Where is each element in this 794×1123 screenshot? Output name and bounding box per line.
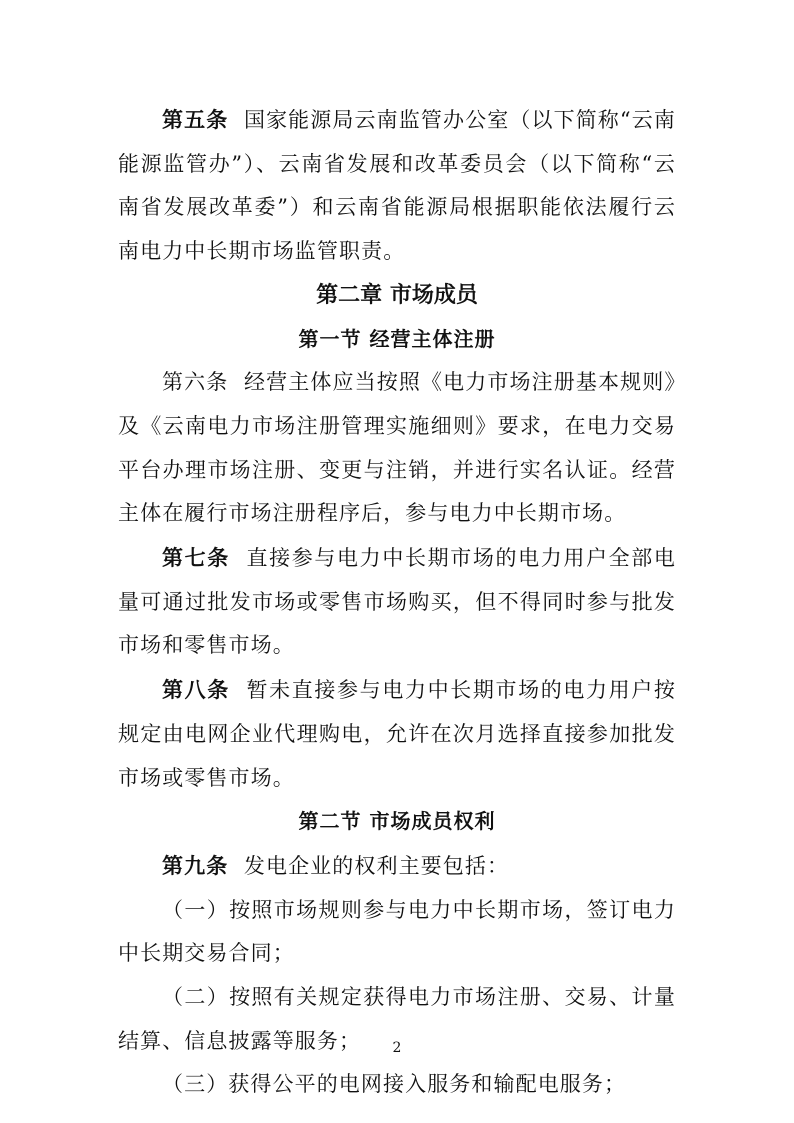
article-5 bbox=[118, 98, 676, 274]
section-1-title: 第一节 经营主体注册 bbox=[298, 326, 496, 351]
article-8-text: 暂未直接参与电力中长期市场的电力用户按规定由电网企业代理购电，允许在次月选择直接参加批发市场或零售市场。 bbox=[118, 678, 676, 790]
article-6 bbox=[118, 361, 676, 536]
page-number: 2 bbox=[392, 1040, 402, 1056]
document-body bbox=[118, 98, 676, 1107]
article-8-lead: 第八条 bbox=[162, 677, 230, 703]
article-9-lead: 第九条 bbox=[162, 852, 229, 878]
article-5-lead: 第五条 bbox=[162, 107, 229, 132]
section-2-title: 第二节 市场成员权利 bbox=[298, 809, 496, 834]
article-9-text: 发电企业的权利主要包括： bbox=[243, 853, 510, 878]
article-7-text: 直接参与电力中长期市场的电力用户全部电量可通过批发市场或零售市场购买，但不得同时参与批发市场和零售市场。 bbox=[118, 546, 676, 658]
article-8 bbox=[118, 668, 676, 800]
article-9-item-2: （二）按照有关规定获得电力市场注册、交易、计量结算、信息披露等服务； bbox=[118, 985, 676, 1053]
article-9 bbox=[118, 844, 676, 889]
article-6-text: 经营主体应当按照《电力市场注册基本规则》及《云南电力市场注册管理实施细则》要求，在电力交易平台办理市场注册、变更与注销，并进行实名认证。经营主体在履行市场注册程序后，参与电力中长期市场。 bbox=[118, 370, 676, 526]
article-6-lead: 第六条 bbox=[162, 370, 229, 395]
article-9-item-3: （三）获得公平的电网接入服务和输配电服务； bbox=[162, 1072, 627, 1097]
article-9-item-1: （一）按照市场规则参与电力中长期市场，签订电力中长期交易合同； bbox=[118, 897, 676, 966]
article-7-lead: 第七条 bbox=[162, 545, 230, 571]
article-5-text: 国家能源局云南监管办公室（以下简称“云南能源监管办”）、云南省发展和改革委员会（以下简称“云南省发展改革委”）和云南省能源局根据职能依法履行云南电力中长期市场监管职责。 bbox=[118, 108, 676, 264]
article-7 bbox=[118, 536, 676, 668]
chapter-2-title: 第二章 市场成员 bbox=[316, 282, 478, 308]
